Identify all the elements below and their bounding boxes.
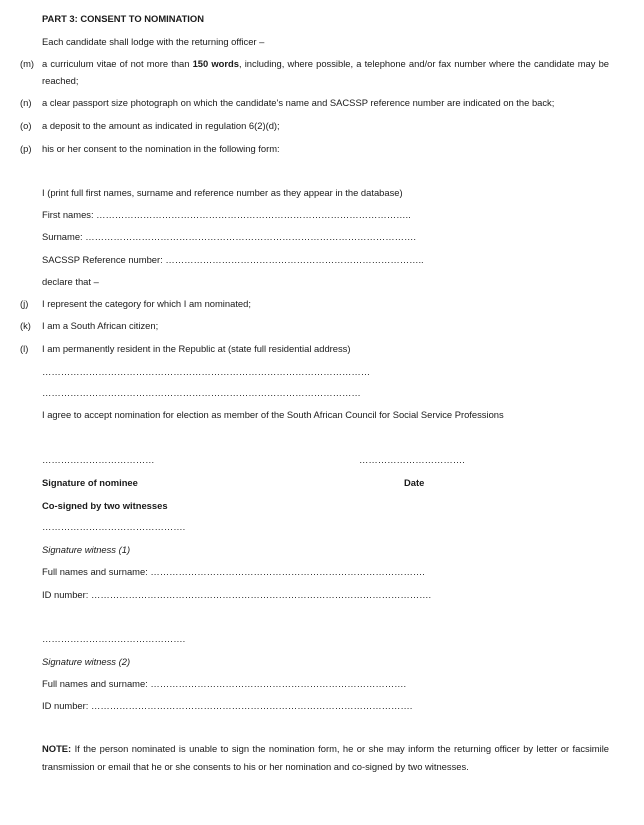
item-text-m [42, 55, 609, 89]
nominee-signature-line[interactable]: ……………………………… [42, 454, 155, 465]
intro-text: Each candidate shall lodge with the returning officer – [42, 36, 265, 47]
item-marker-p: (p) [20, 143, 32, 154]
note-text: If the person nominated is unable to sign the nomination form, he or she may inform the returning officer by letter or facsimile transmission or email that he or she consents to his or her nomination and co-signed by two witnesses. [42, 743, 609, 772]
item-text-p: his or her consent to the nomination in the following form: [42, 143, 280, 154]
witness-1-signature-label: Signature witness (1) [42, 544, 131, 555]
first-names-field[interactable]: First names: ……………………………………………………………………………………….. [42, 209, 411, 220]
date-line[interactable]: ……………………………. [359, 454, 465, 465]
item-marker-n: (n) [20, 97, 32, 108]
note-label: NOTE: [42, 743, 72, 754]
witness-1-id-field[interactable]: ID number: ………………………………………………………………………………………………. [42, 589, 432, 600]
reference-number-field[interactable]: SACSSP Reference number: ……………………………………………………………………….. [42, 254, 424, 265]
declaration-text-k: I am a South African citizen; [42, 320, 159, 331]
declaration-text-l: I am permanently resident in the Republic at (state full residential address) [42, 343, 351, 354]
item-marker-m: (m) [20, 58, 35, 69]
agree-statement: I agree to accept nomination for election as member of the South African Council for Social Service Professions [42, 409, 504, 420]
witness-2-signature-line[interactable]: ………………………………………. [42, 633, 186, 644]
witness-1-signature-line[interactable]: ………………………………………. [42, 521, 186, 532]
witness-1-full-names-field[interactable]: Full names and surname: ……………………………………………………………………………. [42, 566, 425, 577]
declaration-text-j: I represent the category for which I am nominated; [42, 298, 251, 309]
item-text-n: a clear passport size photograph on which the candidate's name and SACSSP reference number are indicated on the back; [42, 97, 555, 108]
item-m-word-limit: 150 words [192, 58, 239, 69]
item-text-o: a deposit to the amount as indicated in regulation 6(2)(d); [42, 120, 280, 131]
date-label: Date [404, 477, 425, 488]
item-m-tail-text: , including, where possible, a telephone and/or fax number where the candidate may be reached; [42, 58, 610, 86]
note-paragraph [42, 740, 609, 776]
declaration-marker-l: (l) [20, 343, 29, 354]
witness-2-id-field[interactable]: ID number: …………………………………………………………………………………………. [42, 700, 413, 711]
declaration-marker-j: (j) [20, 298, 29, 309]
cosigned-label: Co-signed by two witnesses [42, 500, 168, 511]
nominee-signature-label: Signature of nominee [42, 477, 138, 488]
item-marker-o: (o) [20, 120, 32, 131]
item-m-lead-text: a curriculum vitae of not more than [42, 58, 193, 69]
section-heading: PART 3: CONSENT TO NOMINATION [42, 13, 204, 24]
witness-2-full-names-field[interactable]: Full names and surname: ………………………………………………………………………. [42, 678, 407, 689]
print-instruction: I (print full first names, surname and reference number as they appear in the database) [42, 187, 403, 198]
declare-text: declare that – [42, 276, 99, 287]
declaration-marker-k: (k) [20, 320, 31, 331]
address-line-1[interactable]: …………………………………………………………………………………………… [42, 366, 371, 377]
address-line-2[interactable]: ………………………………………………………………………………………… [42, 387, 361, 398]
witness-2-signature-label: Signature witness (2) [42, 656, 131, 667]
surname-field[interactable]: Surname: ……………………………………………………………………………………………. [42, 231, 416, 242]
